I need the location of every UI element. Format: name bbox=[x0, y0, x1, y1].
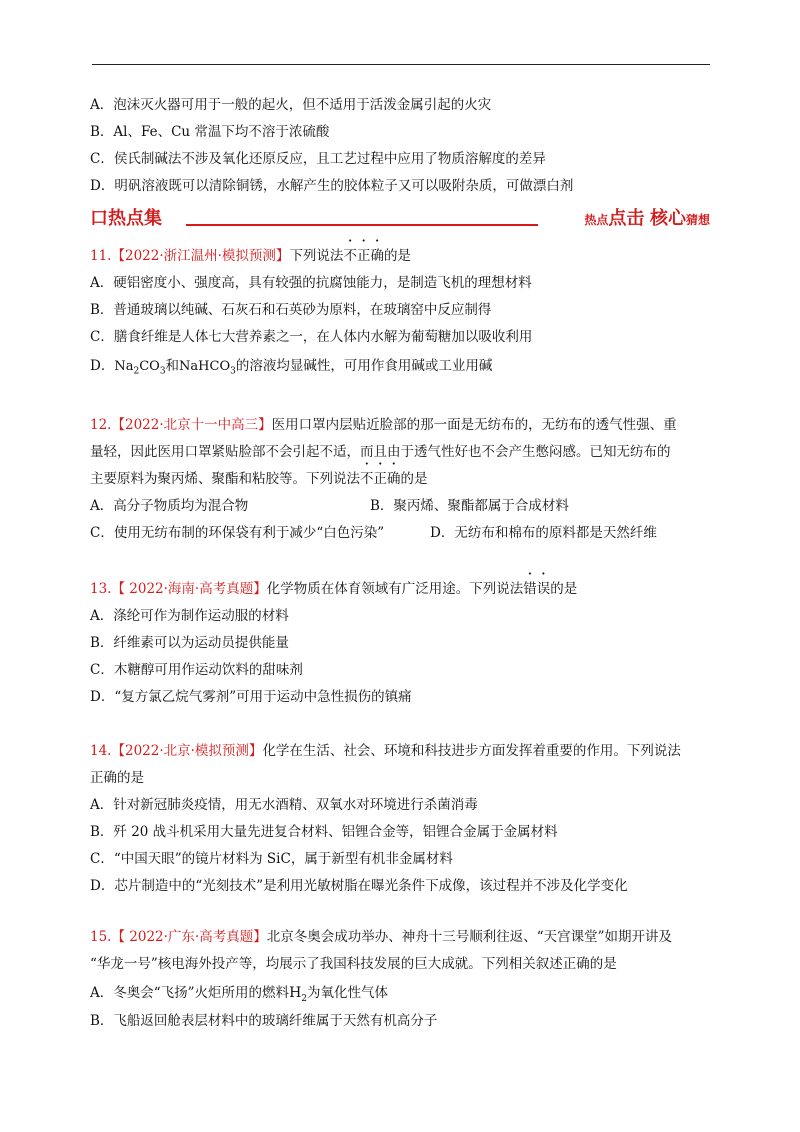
prev-option-b: B．Al、Fe、Cu 常温下均不溶于浓硫酸 bbox=[90, 124, 330, 140]
na2co3-part2: CO bbox=[139, 359, 160, 374]
q11-number: 11. bbox=[90, 248, 112, 264]
q15-source: 【 2022·广东·高考真题】 bbox=[111, 929, 267, 945]
q13-stem-emph bbox=[523, 581, 550, 597]
q13-option-a: A．涤纶可作为制作运动服的材料 bbox=[90, 608, 289, 624]
banner-slogan-1: 热点 bbox=[584, 213, 609, 227]
q12-source: 【2022·北京十一中高三】 bbox=[111, 417, 272, 433]
q12-line3-pre: 主要原料为聚丙烯、聚酯和粘胶等。下列说法 bbox=[90, 471, 360, 487]
q15-line1-text: 北京冬奥会成功举办、神舟十三号顺利往返、“天宫课堂”如期开讲及 bbox=[266, 929, 673, 945]
q13-option-b: B．纤维素可以为运动员提供能量 bbox=[90, 635, 289, 651]
q12-emph-2: 正 bbox=[373, 471, 387, 487]
banner-rule bbox=[186, 224, 538, 226]
q14-option-b: B．歼 20 战斗机采用大量先进复合材料、铝锂合金等，铝锂合金属于金属材料 bbox=[90, 824, 558, 840]
q11-d-mid: 和 bbox=[165, 358, 180, 374]
q13-stem bbox=[90, 580, 577, 598]
q12-line3-post: 的是 bbox=[400, 471, 428, 487]
q11-stem-emph bbox=[343, 248, 384, 264]
q13-stem-post: 的是 bbox=[550, 581, 578, 597]
q11-formula-na2co3 bbox=[114, 359, 166, 377]
q11-emph-2: 正 bbox=[356, 248, 371, 264]
q12-stem-line1 bbox=[90, 416, 677, 434]
q13-number: 13. bbox=[90, 581, 112, 597]
q15-stem-line1 bbox=[90, 928, 672, 946]
q13-emph-2: 误 bbox=[536, 581, 551, 597]
q14-source: 【2022·北京·模拟预测】 bbox=[111, 743, 263, 759]
q14-option-d: D．芯片制造中的“光刻技术”是利用光敏树脂在曝光条件下成像，该过程并不涉及化学变化 bbox=[90, 878, 628, 894]
banner-slogan-2: 点击 bbox=[608, 208, 645, 229]
q11-d-post: 的溶液均显碱性，可用作食用碱或工业用碱 bbox=[235, 358, 493, 374]
q15-a-pre: A．冬奥会“飞扬”火炬所用的燃料 bbox=[90, 985, 290, 1001]
na2co3-part1: Na bbox=[114, 359, 134, 374]
prev-option-c: C．侯氏制碱法不涉及氧化还原反应，且工艺过程中应用了物质溶解度的差异 bbox=[90, 151, 546, 167]
nahco3-part1: NaHCO bbox=[179, 359, 231, 374]
q14-line1-text: 化学在生活、社会、环境和科技进步方面发挥着重要的作用。下列说法 bbox=[262, 743, 681, 759]
q11-stem bbox=[90, 247, 411, 265]
q11-d-label: D． bbox=[90, 358, 115, 374]
q13-option-c: C．木糖醇可用作运动饮料的甜味剂 bbox=[90, 662, 303, 678]
h2-symbol: H bbox=[289, 985, 302, 1001]
banner-slogan-3: 核心 bbox=[649, 208, 686, 229]
q11-option-d bbox=[90, 357, 492, 381]
section-banner bbox=[90, 204, 710, 230]
q11-option-c: C．膳食纤维是人体七大营养素之一，在人体内水解为葡萄糖加以吸收利用 bbox=[90, 329, 533, 345]
q11-formula-nahco3 bbox=[179, 359, 236, 377]
q13-emph-1: 错 bbox=[523, 581, 537, 597]
q15-stem-line2: “华龙一号”核电海外投产等，均展示了我国科技发展的巨大成就。下列相关叙述正确的是 bbox=[90, 956, 617, 972]
q12-option-a: A．高分子物质均为混合物 bbox=[90, 498, 249, 514]
q11-stem-pre: 下列说法 bbox=[289, 248, 344, 264]
q11-source: 【2022·浙江温州·模拟预测】 bbox=[111, 248, 290, 264]
banner-slogan-4: 猜想 bbox=[685, 213, 710, 227]
nahco3-sub: 3 bbox=[230, 366, 236, 377]
q12-emph-3: 确 bbox=[387, 471, 401, 487]
q15-option-a bbox=[90, 984, 388, 1008]
q12-number: 12. bbox=[90, 417, 112, 433]
q12-stem-emph bbox=[360, 471, 401, 487]
q11-option-a: A．硬铝密度小、强度高，具有较强的抗腐蚀能力，是制造飞机的理想材料 bbox=[90, 275, 532, 291]
q11-option-b: B．普通玻璃以纯碱、石灰石和石英砂为原料，在玻璃窑中反应制得 bbox=[90, 302, 492, 318]
q15-number: 15. bbox=[90, 929, 112, 945]
prev-option-a: A．泡沫灭火器可用于一般的起火，但不适用于活泼金属引起的火灾 bbox=[90, 97, 492, 113]
q12-option-b: B．聚丙烯、聚酯都属于合成材料 bbox=[370, 498, 569, 514]
prev-option-d: D．明矾溶液既可以清除铜锈，水解产生的胶体粒子又可以吸附杂质，可做漂白剂 bbox=[90, 178, 574, 194]
q13-source: 【 2022·海南·高考真题】 bbox=[111, 581, 267, 597]
q12-stem-line2: 量轻，因此医用口罩紧贴脸部不会引起不适，而且由于透气性好也不会产生憋闷感。已知无纺布的 bbox=[90, 444, 671, 460]
q14-stem-line2: 正确的是 bbox=[90, 770, 144, 786]
q12-option-c: C．使用无纺布制的环保袋有利于减少“白色污染” bbox=[90, 525, 385, 541]
q12-emph-1: 不 bbox=[360, 471, 374, 487]
header-rule bbox=[92, 64, 710, 65]
q14-option-c: C．“中国天眼”的镜片材料为 SiC，属于新型有机非金属材料 bbox=[90, 851, 453, 867]
na2co3-sub2: 3 bbox=[159, 366, 166, 377]
q14-stem-line1 bbox=[90, 742, 681, 760]
q14-option-a: A．针对新冠肺炎疫情，用无水酒精、双氧水对环境进行杀菌消毒 bbox=[90, 797, 478, 813]
h2-sub: 2 bbox=[301, 993, 308, 1004]
banner-title: 口热点集 bbox=[90, 208, 162, 229]
q11-stem-post: 的是 bbox=[383, 248, 411, 264]
q15-formula-h2 bbox=[289, 985, 308, 1004]
q12-option-d: D．无纺布和棉布的原料都是天然纤维 bbox=[430, 525, 657, 541]
q15-option-b: B．飞船返回舱表层材料中的玻璃纤维属于天然有机高分子 bbox=[90, 1013, 438, 1029]
q13-stem-pre: 化学物质在体育领域有广泛用途。下列说法 bbox=[266, 581, 524, 597]
na2co3-sub1: 2 bbox=[133, 366, 140, 377]
q11-emph-3: 确 bbox=[370, 248, 384, 264]
q15-a-post: 为氧化性气体 bbox=[307, 985, 389, 1001]
q13-option-d: D．“复方氯乙烷气雾剂”可用于运动中急性损伤的镇痛 bbox=[90, 689, 412, 705]
q14-number: 14. bbox=[90, 743, 112, 759]
q11-emph-1: 不 bbox=[343, 248, 357, 264]
banner-slogan bbox=[584, 204, 710, 230]
q12-stem-line3 bbox=[90, 470, 428, 488]
q12-line1-text: 医用口罩内层贴近脸部的那一面是无纺布的，无纺布的透气性强、重 bbox=[271, 417, 677, 433]
